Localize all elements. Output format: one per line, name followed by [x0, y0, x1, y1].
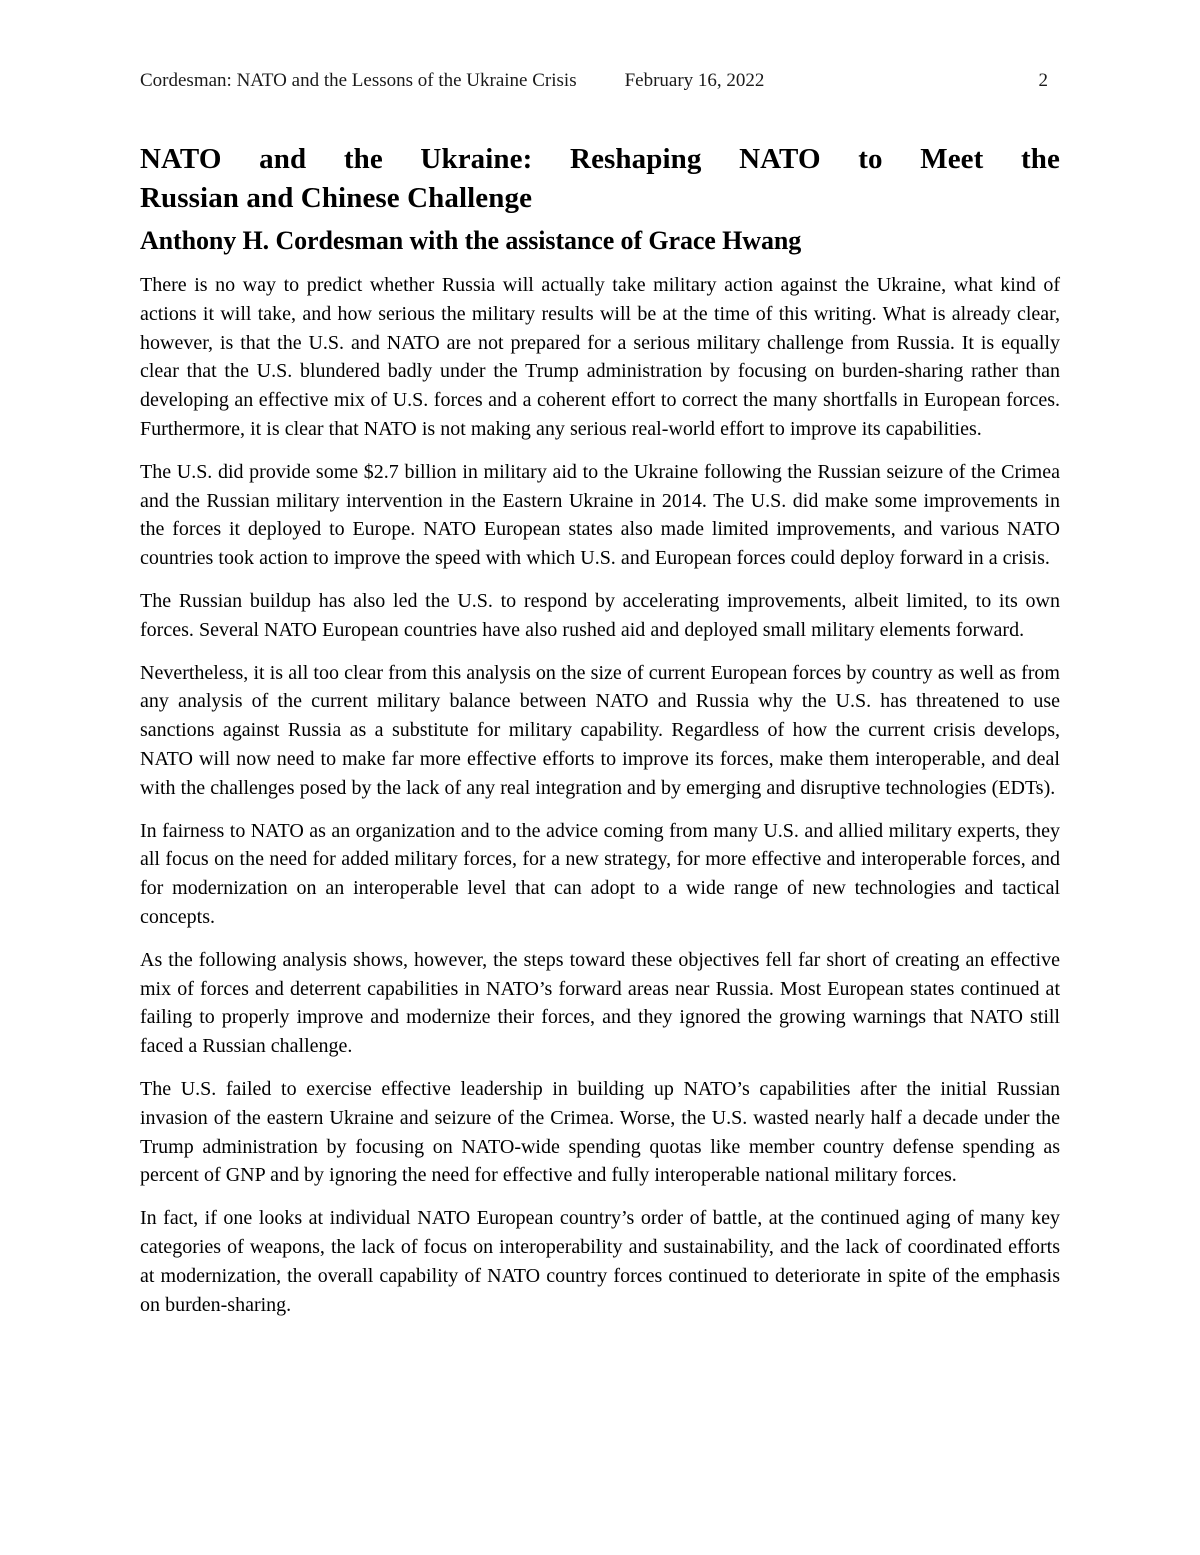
header-date: February 16, 2022	[624, 70, 765, 91]
author-byline: Anthony H. Cordesman with the assistance of Grace Hwang	[140, 226, 802, 255]
body-paragraph: In fairness to NATO as an organization and to the advice coming from many U.S. and allied military experts, they all focus on the need for added military forces, for a new strategy, for more effective and interoperable forces, and for modernization on an interoperable level that can adopt to a wide range of new technologies and tactical concepts.	[140, 819, 1060, 928]
body-paragraph: The U.S. did provide some $2.7 billion in military aid to the Ukraine following the Russian seizure of the Crimea and the Russian military intervention in the Eastern Ukraine in 2014. The U.S. did make some improvements in the forces it deployed to Europe. NATO European states also made limited improvements, and various NATO countries took action to improve the speed with which U.S. and European forces could deploy forward in a crisis.	[140, 460, 1060, 570]
running-header	[140, 68, 1060, 98]
body-paragraph: The Russian buildup has also led the U.S. to respond by accelerating improvements, albeit limited, to its own forces. Several NATO European countries have also rushed aid and deployed small military elements forward.	[140, 589, 1060, 641]
header-running-title: Cordesman: NATO and the Lessons of the Ukraine Crisis	[140, 70, 577, 91]
body-paragraph: Nevertheless, it is all too clear from this analysis on the size of current European forces by country as well as from any analysis of the current military balance between NATO and Russia why the U.S. has threatened to use sanctions against Russia as a substitute for military capability. Regardless of how the current crisis develops, NATO will now need to make far more effective efforts to improve its forces, make them interoperable, and deal with the challenges posed by the lack of any real integration and by emerging and disruptive technologies (EDTs).	[140, 661, 1060, 799]
body-paragraphs	[140, 271, 1060, 1319]
body-paragraph: As the following analysis shows, however, the steps toward these objectives fell far short of creating an effective mix of forces and deterrent capabilities in NATO’s forward areas near Russia. Most European states continued at failing to properly improve and modernize their forces, and they ignored the growing warnings that NATO still faced a Russian challenge.	[140, 948, 1060, 1058]
document-body	[140, 140, 1060, 1319]
body-paragraph: There is no way to predict whether Russia will actually take military action against the Ukraine, what kind of actions it will take, and how serious the military results will be at the time of this writing. What is already clear, however, is that the U.S. and NATO are not prepared for a serious military challenge from Russia. It is equally clear that the U.S. blundered badly under the Trump administration by focusing on burden-sharing rather than developing an effective mix of U.S. forces and a coherent effort to correct the many shortfalls in European forces. Furthermore, it is clear that NATO is not making any serious real-world effort to improve its capabilities.	[140, 274, 1060, 440]
page-title-line-2: Russian and Chinese Challenge	[140, 182, 533, 214]
page-title	[140, 140, 1060, 218]
body-paragraph: The U.S. failed to exercise effective leadership in building up NATO’s capabilities after the initial Russian invasion of the eastern Ukraine and seizure of the Crimea. Worse, the U.S. wasted nearly half a decade under the Trump administration by focusing on NATO-wide spending quotas like member country defense spending as percent of GNP and by ignoring the need for effective and fully interoperable national military forces.	[140, 1077, 1060, 1187]
body-paragraph: In fact, if one looks at individual NATO European country’s order of battle, at the continued aging of many key categories of weapons, the lack of focus on interoperability and sustainability, and the lack of coordinated efforts at modernization, the overall capability of NATO country forces continued to deteriorate in spite of the emphasis on burden-sharing.	[140, 1207, 1060, 1316]
header-page-number: 2	[1038, 70, 1048, 91]
page-title-line-1: NATO and the Ukraine: Reshaping NATO to Meet the	[140, 143, 1060, 175]
